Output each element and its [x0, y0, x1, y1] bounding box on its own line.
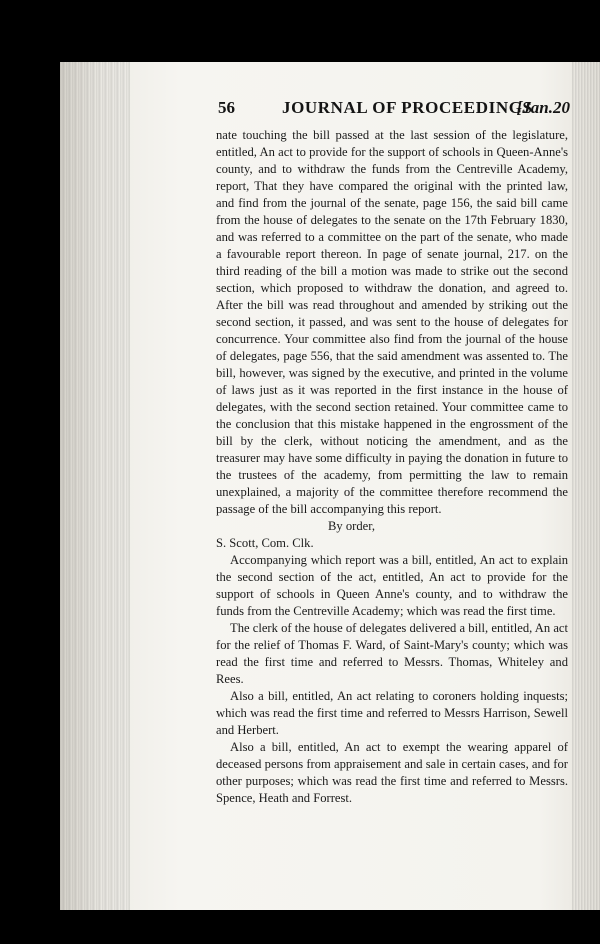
page-number: 56 [218, 98, 235, 117]
page-gutter [60, 62, 130, 910]
page-edge [572, 62, 600, 910]
by-order-line: By order, [328, 519, 376, 533]
running-title: JOURNAL OF PROCEEDINGS [282, 98, 533, 117]
paragraph-coroners-bill: Also a bill, entitled, An act relating to coroners holding inquests; which was read the first time and referred to Messrs Harrison, Sewell and Herbert. [216, 689, 568, 737]
page-header [218, 98, 570, 122]
paragraph-ward-relief-bill: The clerk of the house of delegates delivered a bill, entitled, An act for the relief of Thomas F. Ward, of Saint-Mary's county; which was read the first time and referred to Messrs. Thomas, Whiteley and Rees. [216, 621, 568, 686]
page-body [216, 127, 568, 807]
signature-line: S. Scott, Com. Clk. [216, 536, 314, 550]
paragraph-committee-report: nate touching the bill passed at the last session of the legislature, entitled, An act to provide for the support of schools in Queen-Anne's county, and to withdraw the funds from the Centreville Academy, report, That they have compared the original with the printed law, and find from the journal of the senate, page 156, the said bill came from the house of delegates to the senate on the 17th February 1830, and was referred to a committee on the part of the senate, who made a favourable report thereon. In page of senate journal, 217. on the third reading of the bill a motion was made to strike out the second section, which proposed to withdraw the donation, and agreed to. After the bill was read throughout and amended by striking out the second section, it passed, and was sent to the house of delegates for concurrence. Your committee also find from the journal of the house of delegates, page 556, that the said amendment was assented to. The bill, however, was signed by the executive, and printed in the volume of laws just as it was reported in the first instance in the house of delegates, with the second section retained. Your committee came to the conclusion that this mistake happened in the engrossment of the bill by the clerk, without noticing the amendment, and as the treasurer may have some difficulty in paying the donation in future to the trustees of the academy, from permitting the law to remain unexplained, a majority of the committee therefore recommend the passage of the bill accompanying this report. [216, 128, 568, 516]
paragraph-accompanying-bill: Accompanying which report was a bill, entitled, An act to explain the second section of the act, entitled, An act to provide for the support of schools in Queen Anne's county, and to withdraw the funds from the Centreville Academy; which was read the first time. [216, 553, 568, 618]
paragraph-apparel-bill: Also a bill, entitled, An act to exempt the wearing apparel of deceased persons from appraisement and sale in certain cases, and for other purposes; which was read the first time and referred to Messrs. Spence, Heath and Forrest. [216, 740, 568, 805]
running-date: [Jan.20 [516, 98, 570, 117]
